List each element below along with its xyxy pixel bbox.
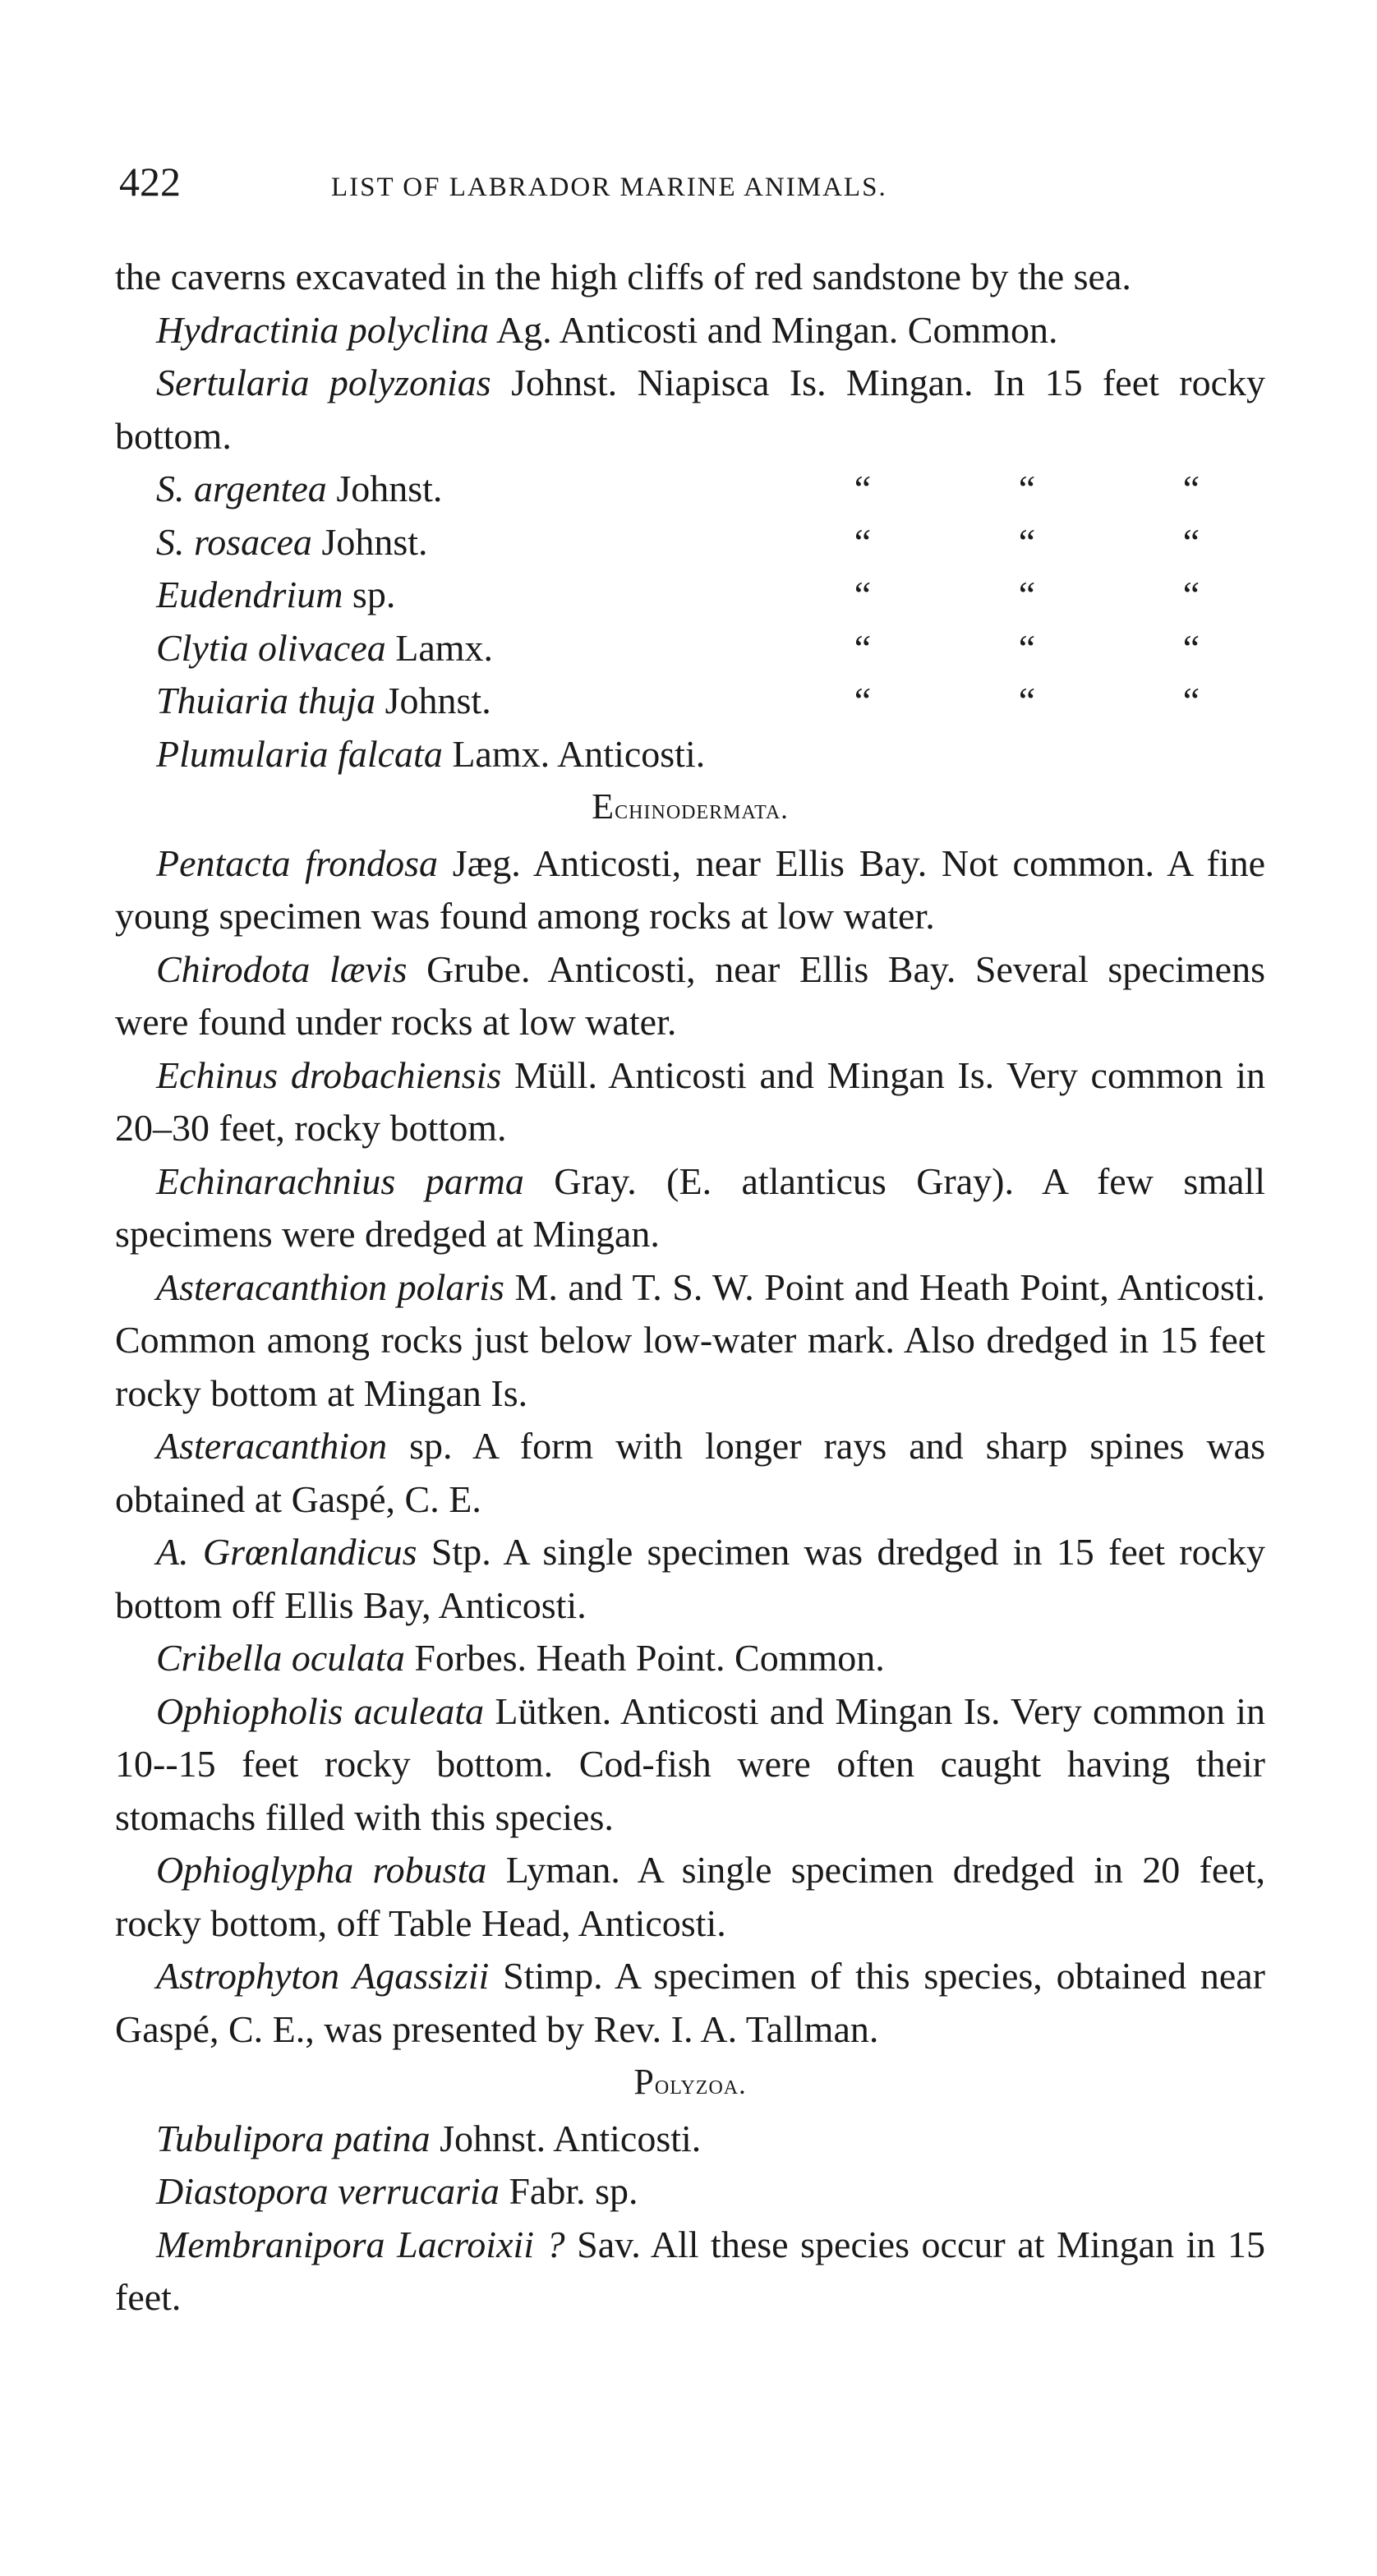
entry-text: Johnst. Anticosti. (430, 2117, 702, 2159)
ditto-mark: “ (854, 468, 872, 509)
entry-text: Jæg. Anticosti, near Ellis Bay. Not common. A fine young specimen was found among rocks at low water. (115, 841, 1265, 937)
entry-text: Forbes. Heath Point. Common. (404, 1637, 885, 1679)
text-line: the caverns excavated in the high cliffs of red sandstone by the sea. (115, 256, 1131, 297)
species-name: Diastopora verrucaria (156, 2170, 500, 2212)
ditto-mark: “ (1182, 574, 1200, 615)
entry-text: Lyman. A single specimen dredged in 20 feet, rocky bottom, off Table Head, Anticosti. (115, 1849, 1265, 1944)
species-name: Echinus drobachiensis (156, 1053, 502, 1096)
ditto-mark: “ (854, 680, 872, 721)
species-name: S. rosacea (156, 520, 312, 563)
species-name: Eudendrium (156, 574, 343, 615)
species-name: Sertularia polyzonias (156, 362, 491, 403)
species-name: Asteracanthion polaris (156, 1265, 504, 1308)
entry-text: Stimp. A specimen of this species, obtained near Gaspé, C. E., was presented by Rev. I. A. Tallman. (115, 1955, 1265, 2050)
species-entry (115, 1420, 1265, 1526)
section-heading: Echinodermata. (592, 786, 789, 827)
entry-text: Lamx. (385, 626, 494, 669)
species-entry (156, 675, 1265, 728)
species-name: Ophioglypha robusta (156, 1849, 487, 1891)
running-title: LIST OF LABRADOR MARINE ANIMALS. (331, 173, 887, 202)
entry-text: Johnst. (375, 680, 491, 721)
entry-text: sp. (343, 574, 396, 615)
species-name: Ophiopholis aculeata (156, 1689, 485, 1732)
ditto-mark: “ (854, 626, 872, 669)
entry-text: Ag. Anticosti and Mingan. Common. (488, 308, 1058, 351)
entry-text: Johnst. Niapisca Is. Mingan. In 15 feet rocky bottom. (115, 362, 1265, 457)
ditto-mark: “ (854, 574, 872, 615)
entry-text: M. and T. S. W. Point and Heath Point, Anticosti. Common among rocks just below low-water mark. Also dredged in 15 feet rocky bottom at Mingan Is. (115, 1265, 1265, 1414)
species-name: Cribella oculata (156, 1637, 405, 1679)
species-entry (115, 943, 1265, 1049)
species-name: Clytia olivacea (156, 626, 386, 669)
ditto-mark: “ (1018, 520, 1036, 563)
ditto-mark: “ (1182, 626, 1200, 669)
page-header (119, 158, 1265, 223)
species-name: Chirodota lævis (156, 947, 408, 990)
ditto-mark: “ (1018, 468, 1036, 509)
ditto-mark: “ (1182, 680, 1200, 721)
species-name: Pentacta frondosa (156, 841, 439, 884)
species-entry (115, 1632, 1265, 1685)
body-text (115, 251, 1265, 2325)
species-entry (115, 2219, 1265, 2325)
section-heading: Polyzoa. (633, 2062, 747, 2102)
species-entry (115, 1844, 1265, 1950)
species-entry (115, 2113, 1265, 2166)
species-name: Astrophyton Agassizii (156, 1955, 490, 1997)
entry-text: Grube. Anticosti, near Ellis Bay. Several specimens were found under rocks at low water. (115, 947, 1265, 1043)
species-entry (115, 1526, 1265, 1632)
species-entry (156, 463, 1265, 516)
species-entry (156, 569, 1265, 622)
entry-text: Gray. (E. atlanticus Gray). A few small specimens were dredged at Mingan. (115, 1159, 1265, 1255)
species-name: Tubulipora patina (156, 2117, 431, 2159)
species-entry (115, 1950, 1265, 2056)
paragraph (115, 251, 1265, 304)
entry-text: Johnst. (326, 468, 443, 509)
species-name: S. argentea (156, 468, 327, 509)
species-name: A. Grœnlandicus (156, 1531, 417, 1573)
species-name: Thuiaria thuja (156, 680, 376, 721)
ditto-mark: “ (1182, 468, 1200, 509)
species-entry (115, 1685, 1265, 1845)
ditto-mark: “ (1018, 574, 1036, 615)
species-name: Plumularia falcata (156, 732, 443, 775)
species-entry (115, 1155, 1265, 1261)
entry-text: Fabr. sp. (499, 2170, 638, 2212)
species-entry (115, 304, 1265, 357)
species-entry (115, 357, 1265, 463)
entry-text: sp. A form with longer rays and sharp spines was obtained at Gaspé, C. E. (115, 1425, 1265, 1520)
species-entry (115, 1049, 1265, 1155)
entry-text: Sav. All these species occur at Mingan in 15 feet. (115, 2223, 1265, 2318)
ditto-mark: “ (854, 520, 872, 563)
species-entry (115, 2165, 1265, 2219)
entry-text: Johnst. (311, 520, 428, 563)
species-entry (115, 728, 1265, 781)
species-entry (156, 516, 1265, 569)
species-entry (115, 837, 1265, 943)
entry-text: Lütken. Anticosti and Mingan Is. Very common in 10--15 feet rocky bottom. Cod-fish were often caught having their stomachs filled with this species. (115, 1689, 1266, 1838)
species-entry (115, 1261, 1265, 1421)
species-name: Echinarachnius parma (156, 1159, 524, 1202)
page-number: 422 (119, 159, 181, 205)
entry-text: Lamx. Anticosti. (442, 732, 706, 775)
species-name: Hydractinia polyclina (156, 308, 489, 351)
ditto-mark: “ (1018, 680, 1036, 721)
entry-text: Müll. Anticosti and Mingan Is. Very common in 20–30 feet, rocky bottom. (115, 1053, 1265, 1149)
entry-text: Stp. A single specimen was dredged in 15 feet rocky bottom off Ellis Bay, Anticosti. (115, 1531, 1265, 1626)
ditto-mark: “ (1182, 520, 1200, 563)
species-name: Membranipora Lacroixii ? (156, 2223, 565, 2265)
ditto-mark: “ (1018, 626, 1036, 669)
species-entry (156, 622, 1265, 675)
species-name: Asteracanthion (156, 1425, 388, 1467)
